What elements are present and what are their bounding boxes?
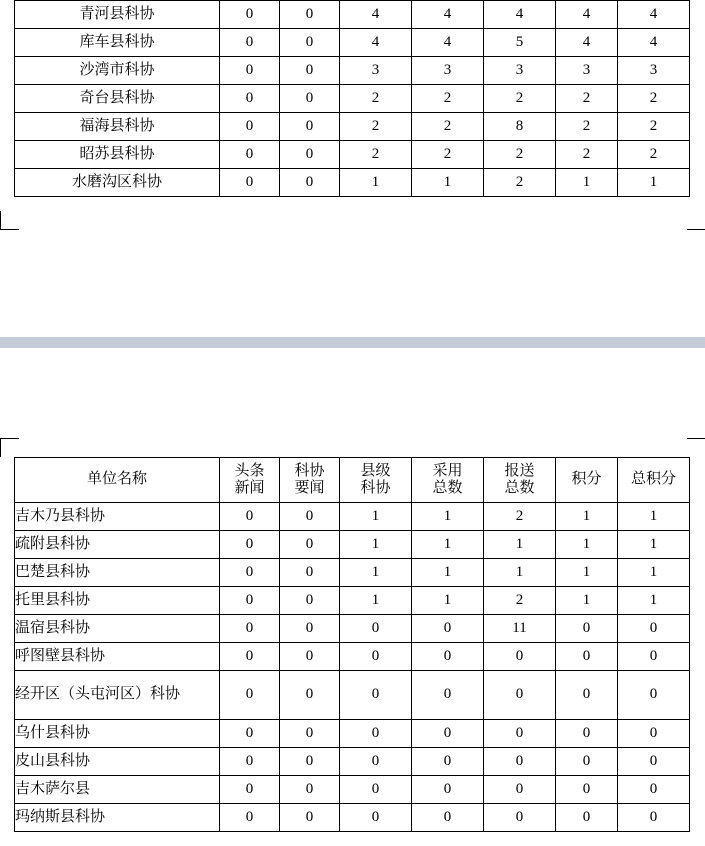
column-header (618, 458, 690, 503)
cell-value: 8 (484, 113, 556, 141)
statistics-table-continued (14, 0, 690, 197)
table-header (15, 458, 690, 503)
cell-value: 0 (220, 748, 280, 776)
cell-value: 1 (618, 503, 690, 531)
cell-unit-name (15, 559, 220, 587)
cell-unit-name: 水磨沟区科协 (15, 169, 220, 197)
column-header-label: 总积分 (630, 471, 676, 488)
column-header-label: 采用 (432, 462, 463, 479)
cell-value: 1 (340, 503, 412, 531)
crop-mark-bottom-right (687, 211, 705, 230)
cell-value: 0 (280, 671, 340, 720)
cell-value: 0 (280, 113, 340, 141)
unit-name-text: 皮山县科协 (15, 752, 91, 769)
cell-value: 1 (618, 587, 690, 615)
cell-value: 0 (484, 720, 556, 748)
cell-value: 0 (618, 776, 690, 804)
column-header (340, 458, 412, 503)
table-row (15, 85, 690, 113)
cell-value: 1 (340, 559, 412, 587)
cell-value: 2 (618, 85, 690, 113)
cell-value: 2 (340, 113, 412, 141)
crop-mark-top-left (0, 438, 19, 457)
column-header-label-line2: 总数 (504, 480, 535, 496)
cell-value: 0 (618, 720, 690, 748)
cell-value: 2 (484, 169, 556, 197)
cell-value: 2 (556, 85, 618, 113)
cell-value: 0 (220, 776, 280, 804)
cell-value: 4 (340, 1, 412, 29)
column-header-label-line2: 新闻 (234, 480, 265, 496)
cell-unit-name (15, 587, 220, 615)
cell-value: 0 (280, 748, 340, 776)
column-header (556, 458, 618, 503)
cell-value: 0 (556, 671, 618, 720)
table-row (15, 587, 690, 615)
cell-value: 0 (618, 671, 690, 720)
cell-value: 0 (618, 804, 690, 832)
cell-value: 1 (340, 531, 412, 559)
cell-value: 0 (484, 776, 556, 804)
cell-unit-name (15, 615, 220, 643)
cell-value: 2 (412, 141, 484, 169)
cell-value: 1 (412, 169, 484, 197)
cell-value: 2 (484, 503, 556, 531)
cell-unit-name: 库车县科协 (15, 29, 220, 57)
cell-value: 0 (618, 643, 690, 671)
cell-value: 0 (484, 748, 556, 776)
cell-value: 1 (484, 531, 556, 559)
cell-value: 3 (484, 57, 556, 85)
crop-mark-top-right (687, 438, 705, 457)
cell-value: 0 (556, 615, 618, 643)
cell-value: 0 (618, 615, 690, 643)
cell-value: 2 (618, 141, 690, 169)
unit-name-text: 巴楚县科协 (15, 563, 91, 580)
cell-value: 2 (556, 141, 618, 169)
unit-name-text: 吉木乃县科协 (15, 507, 106, 524)
table-row (15, 169, 690, 197)
cell-value: 1 (618, 559, 690, 587)
cell-value: 2 (412, 113, 484, 141)
table-row (15, 1, 690, 29)
cell-value: 3 (412, 57, 484, 85)
cell-value: 0 (220, 29, 280, 57)
table-row (15, 804, 690, 832)
cell-value: 2 (484, 587, 556, 615)
cell-value: 2 (484, 85, 556, 113)
crop-mark-bottom-left (0, 211, 19, 230)
table-row (15, 141, 690, 169)
column-header-label: 积分 (571, 471, 602, 488)
cell-value: 0 (556, 776, 618, 804)
cell-value: 0 (220, 531, 280, 559)
table-row (15, 748, 690, 776)
cell-value: 0 (280, 141, 340, 169)
table-body-top (15, 1, 690, 197)
cell-value: 0 (280, 85, 340, 113)
cell-value: 1 (412, 587, 484, 615)
cell-value: 0 (618, 748, 690, 776)
cell-value: 1 (412, 559, 484, 587)
cell-value: 0 (340, 720, 412, 748)
cell-value: 0 (220, 720, 280, 748)
column-header (15, 458, 220, 503)
cell-unit-name (15, 531, 220, 559)
cell-value: 0 (280, 720, 340, 748)
cell-value: 2 (484, 141, 556, 169)
column-header (484, 458, 556, 503)
unit-name-text: 温宿县科协 (15, 619, 91, 636)
cell-value: 2 (340, 85, 412, 113)
cell-unit-name (15, 748, 220, 776)
table-row (15, 671, 690, 720)
unit-name-text: 乌什县科协 (15, 724, 91, 741)
cell-value: 0 (220, 169, 280, 197)
cell-value: 0 (220, 804, 280, 832)
cell-value: 1 (340, 587, 412, 615)
cell-value: 0 (220, 503, 280, 531)
cell-value: 0 (280, 643, 340, 671)
table-body (15, 503, 690, 832)
cell-value: 1 (340, 169, 412, 197)
cell-value: 0 (280, 559, 340, 587)
page-break-band (0, 337, 705, 348)
cell-unit-name (15, 720, 220, 748)
cell-value: 0 (412, 776, 484, 804)
table-row (15, 531, 690, 559)
column-header-label: 头条 (234, 462, 265, 479)
cell-unit-name (15, 804, 220, 832)
column-header-label-line2: 要闻 (294, 480, 325, 496)
cell-value: 0 (220, 615, 280, 643)
cell-value: 0 (412, 804, 484, 832)
cell-value: 0 (280, 1, 340, 29)
cell-value: 0 (280, 57, 340, 85)
cell-value: 4 (412, 1, 484, 29)
table-row (15, 503, 690, 531)
cell-value: 0 (280, 804, 340, 832)
cell-value: 3 (340, 57, 412, 85)
column-header-label: 报送 (504, 462, 535, 479)
column-header-label-line2: 总数 (432, 480, 463, 496)
cell-value: 5 (484, 29, 556, 57)
cell-value: 0 (556, 804, 618, 832)
cell-value: 0 (220, 113, 280, 141)
cell-value: 0 (280, 503, 340, 531)
unit-name-text: 玛纳斯县科协 (15, 808, 106, 825)
cell-value: 0 (220, 559, 280, 587)
column-header (280, 458, 340, 503)
table-row (15, 776, 690, 804)
cell-value: 0 (340, 671, 412, 720)
table-row (15, 643, 690, 671)
cell-unit-name: 沙湾市科协 (15, 57, 220, 85)
cell-value: 0 (280, 587, 340, 615)
cell-value: 11 (484, 615, 556, 643)
cell-value: 4 (484, 1, 556, 29)
unit-name-text: 吉木萨尔县 (15, 780, 91, 797)
cell-value: 1 (618, 169, 690, 197)
cell-unit-name: 福海县科协 (15, 113, 220, 141)
cell-value: 0 (412, 615, 484, 643)
cell-value: 4 (412, 29, 484, 57)
cell-value: 4 (556, 29, 618, 57)
cell-value: 3 (556, 57, 618, 85)
cell-unit-name (15, 671, 220, 720)
cell-value: 0 (412, 720, 484, 748)
cell-value: 0 (484, 643, 556, 671)
cell-value: 0 (220, 141, 280, 169)
cell-value: 0 (280, 615, 340, 643)
table-header-row (15, 458, 690, 503)
cell-value: 1 (484, 559, 556, 587)
unit-name-text: 疏附县科协 (15, 535, 91, 552)
cell-value: 0 (412, 671, 484, 720)
cell-value: 1 (556, 531, 618, 559)
column-header-label: 单位名称 (86, 471, 147, 488)
cell-value: 1 (556, 503, 618, 531)
statistics-table (14, 457, 690, 832)
unit-name-text: 经开区（头屯河区）科协 (15, 686, 181, 703)
cell-value: 2 (340, 141, 412, 169)
cell-value: 1 (412, 503, 484, 531)
cell-value: 0 (340, 748, 412, 776)
cell-value: 4 (340, 29, 412, 57)
cell-value: 4 (618, 29, 690, 57)
table-row (15, 559, 690, 587)
cell-value: 0 (220, 643, 280, 671)
cell-value: 0 (220, 57, 280, 85)
cell-value: 4 (556, 1, 618, 29)
table-row (15, 57, 690, 85)
cell-value: 0 (484, 804, 556, 832)
unit-name-text: 呼图壁县科协 (15, 647, 106, 664)
cell-value: 0 (220, 85, 280, 113)
cell-value: 0 (280, 776, 340, 804)
cell-value: 2 (618, 113, 690, 141)
cell-value: 0 (280, 169, 340, 197)
cell-unit-name (15, 503, 220, 531)
cell-value: 2 (556, 113, 618, 141)
cell-value: 0 (280, 29, 340, 57)
table-row (15, 720, 690, 748)
table-row (15, 615, 690, 643)
cell-value: 4 (618, 1, 690, 29)
cell-value: 1 (556, 587, 618, 615)
cell-unit-name: 青河县科协 (15, 1, 220, 29)
cell-value: 3 (618, 57, 690, 85)
column-header (412, 458, 484, 503)
cell-value: 0 (412, 748, 484, 776)
cell-value: 0 (556, 643, 618, 671)
unit-name-text: 托里县科协 (15, 591, 91, 608)
column-header-label-line2: 科协 (360, 480, 391, 496)
table-row (15, 113, 690, 141)
cell-value: 0 (340, 643, 412, 671)
cell-value: 0 (220, 1, 280, 29)
cell-value: 0 (484, 671, 556, 720)
cell-value: 0 (556, 720, 618, 748)
cell-value: 1 (556, 169, 618, 197)
cell-unit-name: 奇台县科协 (15, 85, 220, 113)
column-header-label: 县级 (360, 462, 391, 479)
column-header-label: 科协 (294, 462, 325, 479)
cell-value: 1 (618, 531, 690, 559)
cell-value: 0 (412, 643, 484, 671)
table-row (15, 29, 690, 57)
cell-value: 0 (220, 671, 280, 720)
cell-unit-name (15, 776, 220, 804)
cell-value: 0 (280, 531, 340, 559)
cell-value: 0 (220, 587, 280, 615)
cell-value: 1 (412, 531, 484, 559)
cell-value: 0 (556, 748, 618, 776)
cell-unit-name (15, 643, 220, 671)
cell-value: 0 (340, 804, 412, 832)
cell-unit-name: 昭苏县科协 (15, 141, 220, 169)
column-header (220, 458, 280, 503)
cell-value: 0 (340, 776, 412, 804)
cell-value: 1 (556, 559, 618, 587)
cell-value: 2 (412, 85, 484, 113)
cell-value: 0 (340, 615, 412, 643)
